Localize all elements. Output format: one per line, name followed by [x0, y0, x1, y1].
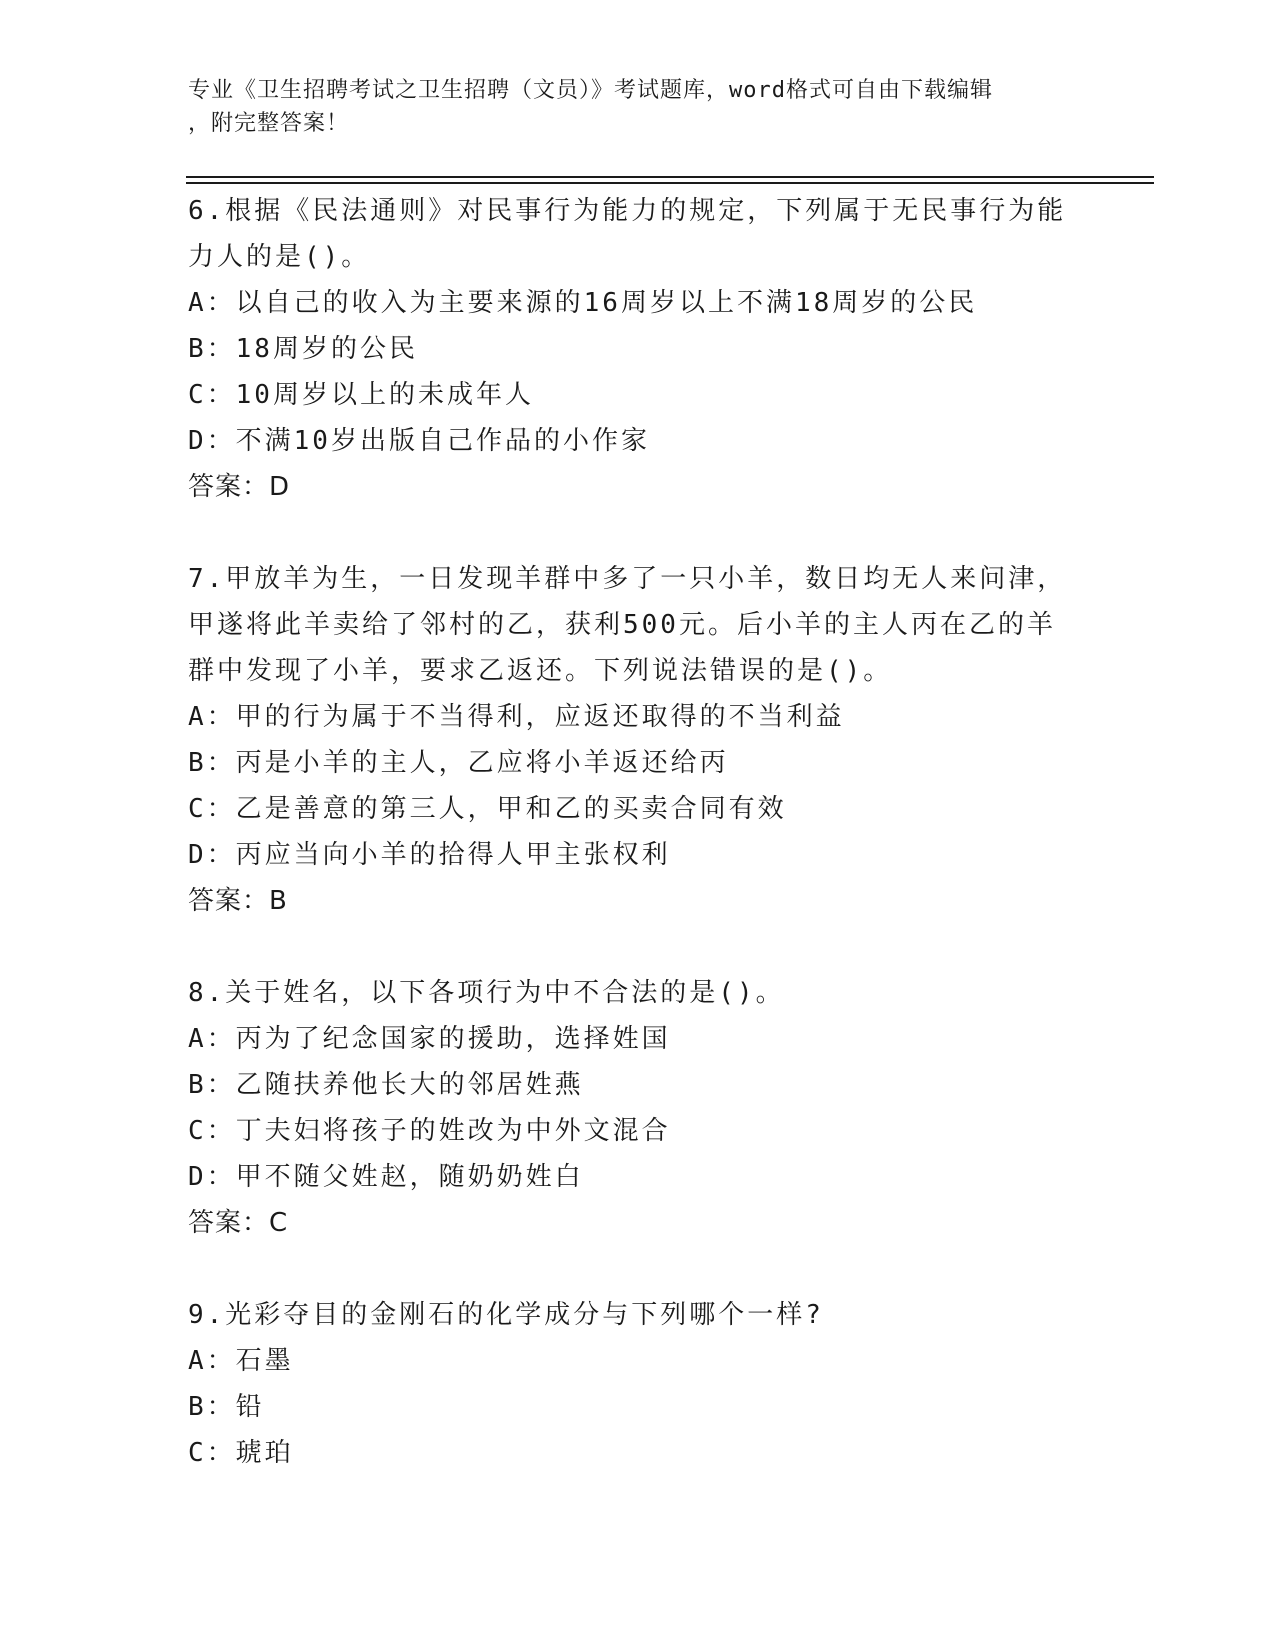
option-b: B：铅: [188, 1392, 265, 1422]
question-stem: 8.关于姓名，以下各项行为中不合法的是()。: [188, 978, 785, 1008]
option-b: B：丙是小羊的主人，乙应将小羊返还给丙: [188, 748, 729, 778]
question-stem: 力人的是()。: [188, 242, 371, 272]
option-a: A：甲的行为属于不当得利，应返还取得的不当利益: [188, 702, 845, 732]
answer: 答案：B: [188, 886, 288, 916]
question-7: [188, 556, 1068, 924]
option-c: C：10周岁以上的未成年人: [188, 380, 534, 410]
option-b: B：乙随扶养他长大的邻居姓燕: [188, 1070, 584, 1100]
option-c: C：丁夫妇将孩子的姓改为中外文混合: [188, 1116, 671, 1146]
option-c: C：琥珀: [188, 1438, 294, 1468]
question-stem: 群中发现了小羊，要求乙返还。下列说法错误的是()。: [188, 656, 893, 686]
question-9: [188, 1292, 1068, 1476]
header-divider-bottom: [186, 182, 1154, 184]
option-b: B：18周岁的公民: [188, 334, 418, 364]
header-line-2: ，附完整答案！: [188, 111, 350, 136]
question-list: [188, 188, 1068, 1522]
header-line-1: 专业《卫生招聘考试之卫生招聘（文员）》考试题库，word格式可自由下载编辑: [188, 78, 993, 103]
question-stem: 7.甲放羊为生，一日发现羊群中多了一只小羊，数日均无人来问津，: [188, 564, 1067, 594]
header-divider-top: [186, 176, 1154, 178]
question-8: [188, 970, 1068, 1246]
document-header: [188, 74, 1068, 140]
question-stem: 甲遂将此羊卖给了邻村的乙，获利500元。后小羊的主人丙在乙的羊: [188, 610, 1056, 640]
option-a: A：丙为了纪念国家的援助，选择姓国: [188, 1024, 671, 1054]
answer: 答案：D: [188, 472, 291, 502]
option-d: D：甲不随父姓赵，随奶奶姓白: [188, 1162, 584, 1192]
question-6: [188, 188, 1068, 510]
answer: 答案：C: [188, 1208, 289, 1238]
option-a: A：以自己的收入为主要来源的16周岁以上不满18周岁的公民: [188, 288, 978, 318]
option-d: D：不满10岁出版自己作品的小作家: [188, 426, 650, 456]
question-stem: 9.光彩夺目的金刚石的化学成分与下列哪个一样?: [188, 1300, 824, 1330]
option-c: C：乙是善意的第三人，甲和乙的买卖合同有效: [188, 794, 787, 824]
question-stem: 6.根据《民法通则》对民事行为能力的规定，下列属于无民事行为能: [188, 196, 1067, 226]
option-d: D：丙应当向小羊的拾得人甲主张权利: [188, 840, 671, 870]
option-a: A：石墨: [188, 1346, 294, 1376]
